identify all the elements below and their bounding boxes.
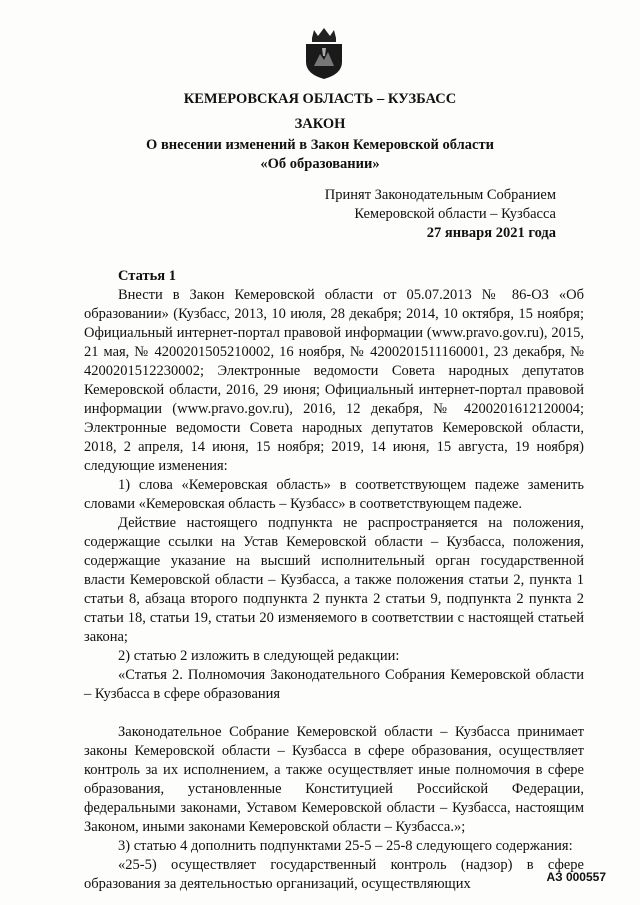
adoption-date: 27 января 2021 года (426, 225, 556, 241)
law-title-line2: «Об образовании» (260, 156, 380, 172)
paragraph: «25-5) осуществляет государственный контроль (надзор) в сфере образования за деятельностью организаций, осуществляющих (84, 857, 584, 892)
paragraph: Действие настоящего подпункта не распространяется на положения, содержащие ссылки на Устав Кемеровской области – Кузбасса, положения, содержащие указание на высший исполнительный орган государственной власти Кемеровской области – Кузбасса, а также положения статьи 2, пункта 1 статьи 8, абзаца второго подпункта 2 пункта 2 статьи 9, подпункта 2 пункта 2 статьи 18, статьи 19, статьи 20 изменяемого в соответствии с настоящей статьей закона; (84, 515, 584, 645)
serial-stamp: АЗ 000557 (546, 870, 606, 884)
adoption-block (325, 186, 556, 243)
paragraph: 1) слова «Кемеровская область» в соответствующем падеже заменить словами «Кемеровская область – Кузбасс» в соответствующем падеже. (84, 477, 584, 512)
law-title-line1: О внесении изменений в Закон Кемеровской области (146, 137, 494, 153)
paragraph: «Статья 2. Полномочия Законодательного Собрания Кемеровской области – Кузбасса в сфере образования (84, 667, 584, 702)
paragraph: 2) статью 2 изложить в следующей редакции: (118, 648, 400, 664)
paragraph: Внести в Закон Кемеровской области от 05.07.2013 № 86-ОЗ «Об образовании» (Кузбасс, 2013, 10 июля, 28 декабря; 2014, 10 октября, 15 ноября; Официальный интернет-портал правовой информации (www.pravo.gov.ru), 2015, 21 мая, № 4200201505210002, 16 ноября, № 4200201511160001, 23 декабря, № 4200201512230002; Электронные ведомости Совета народных депутатов Кемеровской области, 2016, 29 июня; Официальный интернет-портал правовой информации (www.pravo.gov.ru), 2016, 12 декабря, № 4200201612120004; Электронные ведомости Совета народных депутатов Кемеровской области, 2018, 2 апреля, 14 июня, 15 ноября; 2019, 14 июня, 15 августа, 19 ноября) следующие изменения: (84, 287, 584, 474)
region-title: КЕМЕРОВСКАЯ ОБЛАСТЬ – КУЗБАСС (183, 91, 457, 107)
adoption-line2: Кемеровской области – Кузбасса (354, 206, 556, 222)
adoption-line1: Принят Законодательным Собранием (324, 187, 556, 203)
article-body (84, 267, 584, 894)
coat-of-arms-icon (300, 26, 348, 80)
paragraph: Законодательное Собрание Кемеровской области – Кузбасса принимает законы Кемеровской области – Кузбасса в сфере образования, осуществляет контроль за их исполнением, а также осуществляет иные полномочия в сфере образования, установленные Конституцией Российской Федерации, федеральными законами, Уставом Кемеровской области – Кузбасса, настоящим Законом, иными законами Кемеровской области – Кузбасса.»; (84, 724, 584, 835)
article-heading: Статья 1 (118, 268, 176, 284)
doc-type: ЗАКОН (294, 116, 346, 132)
paragraph: 3) статью 4 дополнить подпунктами 25-5 – 25-8 следующего содержания: (118, 838, 573, 854)
